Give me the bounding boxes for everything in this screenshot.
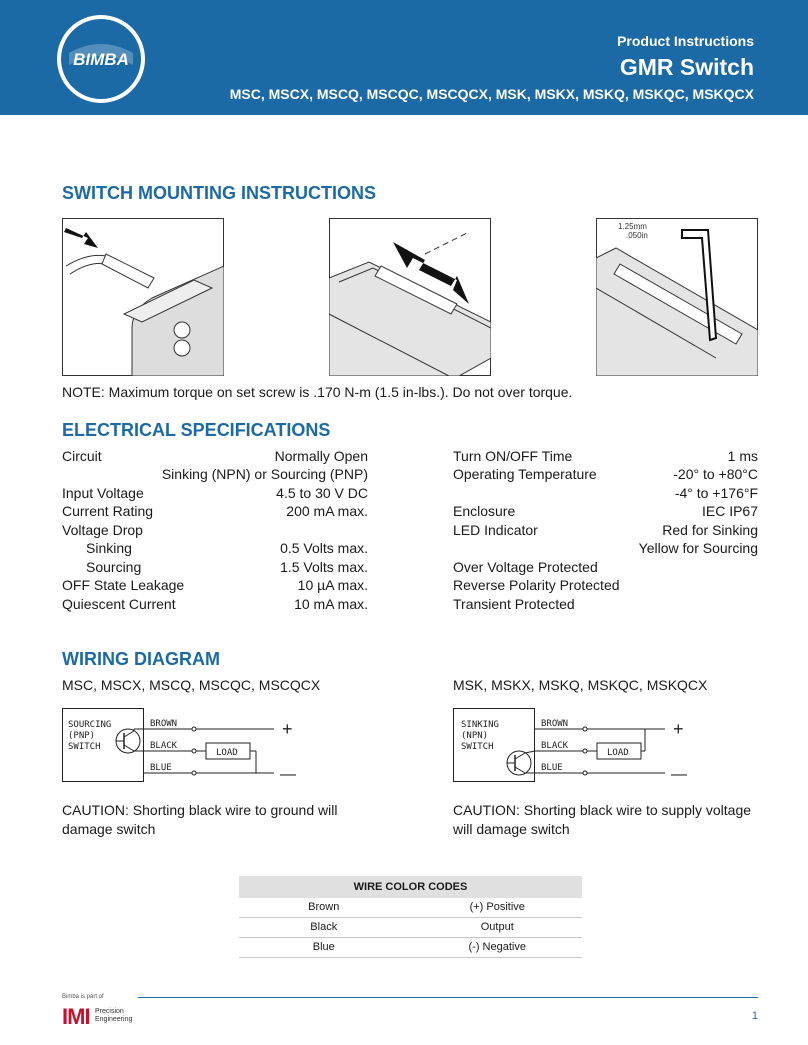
header-subtitle: Product Instructions	[617, 33, 754, 49]
spec-row-quiescent-current	[62, 596, 368, 614]
spec-row-operating-temperature-f	[453, 485, 758, 503]
wire-color-cell: Black	[310, 921, 338, 933]
wire-color-cell: Blue	[312, 941, 335, 953]
positive-symbol: +	[673, 719, 684, 739]
sourcing-label-1: SOURCING	[68, 720, 112, 730]
spec-row-led-indicator-sourcing	[453, 540, 758, 558]
mounting-figure-insert	[62, 218, 224, 376]
spec-label: LED Indicator	[453, 522, 538, 538]
header-title: GMR Switch	[619, 54, 754, 80]
spec-label: Sourcing	[86, 559, 142, 575]
spec-value: 10 µA max.	[297, 577, 368, 593]
caution-line: damage switch	[62, 821, 156, 837]
negative-symbol: —	[671, 766, 687, 783]
spec-value: 1 ms	[727, 448, 758, 464]
wiring-right-models: MSK, MSKX, MSKQ, MSKQC, MSKQCX	[453, 677, 708, 693]
spec-label: Circuit	[62, 448, 102, 464]
sinking-wiring-diagram	[453, 705, 703, 785]
brown-wire-label: BROWN	[541, 719, 569, 729]
spec-label: Enclosure	[453, 503, 516, 519]
spec-row-led-indicator	[453, 522, 758, 540]
table-row	[239, 918, 582, 938]
bimba-logo	[55, 13, 147, 105]
sourcing-label-2: (PNP)	[68, 731, 96, 741]
sinking-caution	[453, 801, 751, 839]
electrical-title: ELECTRICAL SPECIFICATIONS	[62, 420, 331, 440]
black-wire-label: BLACK	[541, 741, 569, 751]
spec-value: 10 mA max.	[294, 596, 368, 612]
sinking-label-1: SINKING	[461, 720, 499, 730]
wire-color-cell: Brown	[308, 901, 340, 913]
blue-wire-label: BLUE	[150, 763, 172, 773]
spec-value: Sinking (NPN) or Sourcing (PNP)	[161, 466, 368, 482]
brown-wire-label: BROWN	[150, 719, 178, 729]
page-number: 1	[751, 1010, 758, 1022]
imi-engineering: Engineering	[95, 1016, 133, 1023]
spec-row-sourcing	[62, 559, 368, 577]
spec-value: Yellow for Sourcing	[638, 540, 758, 556]
torque-note: NOTE: Maximum torque on set screw is .170 N-m (1.5 in-lbs.). Do not over torque.	[62, 384, 573, 400]
spec-row-enclosure	[453, 503, 758, 521]
wire-meaning-cell: (-) Negative	[409, 938, 583, 957]
load-label: LOAD	[216, 748, 238, 758]
spec-row-over-voltage	[453, 559, 758, 577]
spec-value: 0.5 Volts max.	[280, 540, 368, 556]
mounting-figure-slide	[329, 218, 491, 376]
caution-line: will damage switch	[453, 821, 570, 837]
spec-value: 4.5 to 30 V DC	[276, 485, 368, 501]
spec-row-operating-temperature	[453, 466, 758, 484]
mounting-figure-setscrew	[596, 218, 758, 376]
hex-key-size-mm: 1.25mm	[618, 222, 647, 231]
header-banner	[0, 0, 808, 115]
spec-label: Sinking	[86, 540, 132, 556]
spec-label: OFF State Leakage	[62, 577, 185, 593]
spec-row-input-voltage	[62, 485, 368, 503]
logo-text: BIMBA	[73, 50, 129, 69]
spec-value: -4° to +176°F	[674, 485, 758, 501]
spec-row-circuit-type	[62, 466, 368, 484]
sourcing-label-3: SWITCH	[68, 742, 101, 752]
spec-value: Normally Open	[274, 448, 368, 464]
blue-wire-label: BLUE	[541, 763, 563, 773]
spec-label: Input Voltage	[62, 485, 144, 501]
footer-divider	[138, 997, 758, 998]
imi-precision: Precision	[95, 1008, 124, 1015]
spec-row-off-state-leakage	[62, 577, 368, 595]
spec-label: Over Voltage Protected	[453, 559, 598, 575]
spec-row-sinking	[62, 540, 368, 558]
spec-row-turn-on-off-time	[453, 448, 758, 466]
wire-meaning-cell: (+) Positive	[409, 898, 583, 917]
spec-row-voltage-drop	[62, 522, 368, 540]
load-label: LOAD	[607, 748, 629, 758]
wiring-left-models: MSC, MSCX, MSCQ, MSCQC, MSCQCX	[62, 677, 321, 693]
spec-label: Transient Protected	[453, 596, 575, 612]
wiring-title: WIRING DIAGRAM	[62, 649, 220, 669]
spec-value: 200 mA max.	[286, 503, 368, 519]
spec-value: 1.5 Volts max.	[280, 559, 368, 575]
negative-symbol: —	[280, 766, 296, 783]
spec-value: -20° to +80°C	[673, 466, 758, 482]
header-models: MSC, MSCX, MSCQ, MSCQC, MSCQCX, MSK, MSKX, MSKQ, MSKQC, MSKQCX	[229, 86, 754, 102]
wire-color-table	[239, 876, 582, 958]
mounting-title: SWITCH MOUNTING INSTRUCTIONS	[62, 183, 376, 203]
spec-label: Quiescent Current	[62, 596, 176, 612]
hex-key-size-in: .050in	[626, 231, 648, 240]
imi-subtitle	[95, 1008, 132, 1024]
spec-label: Reverse Polarity Protected	[453, 577, 620, 593]
spec-row-circuit	[62, 448, 368, 466]
spec-value: Red for Sinking	[662, 522, 758, 538]
positive-symbol: +	[282, 719, 293, 739]
sinking-label-2: (NPN)	[461, 731, 489, 741]
spec-label: Voltage Drop	[62, 522, 143, 538]
sourcing-wiring-diagram	[62, 705, 312, 785]
spec-value: IEC IP67	[701, 503, 758, 519]
sinking-label-3: SWITCH	[461, 742, 494, 752]
caution-line: CAUTION: Shorting black wire to ground will	[62, 802, 338, 818]
table-row	[239, 898, 582, 918]
spec-row-current-rating	[62, 503, 368, 521]
imi-logo: IMI	[62, 1004, 90, 1029]
table-row	[239, 938, 582, 958]
wire-meaning-cell: Output	[409, 918, 583, 937]
spec-row-reverse-polarity	[453, 577, 758, 595]
spec-label: Turn ON/OFF Time	[453, 448, 573, 464]
spec-label: Operating Temperature	[453, 466, 597, 482]
caution-line: CAUTION: Shorting black wire to supply voltage	[453, 802, 752, 818]
wire-table-title: WIRE COLOR CODES	[239, 876, 582, 898]
black-wire-label: BLACK	[150, 741, 178, 751]
footer-part-of: Bimba is part of	[62, 994, 104, 1000]
spec-label: Current Rating	[62, 503, 154, 519]
sourcing-caution	[62, 801, 337, 839]
spec-row-transient	[453, 596, 758, 614]
